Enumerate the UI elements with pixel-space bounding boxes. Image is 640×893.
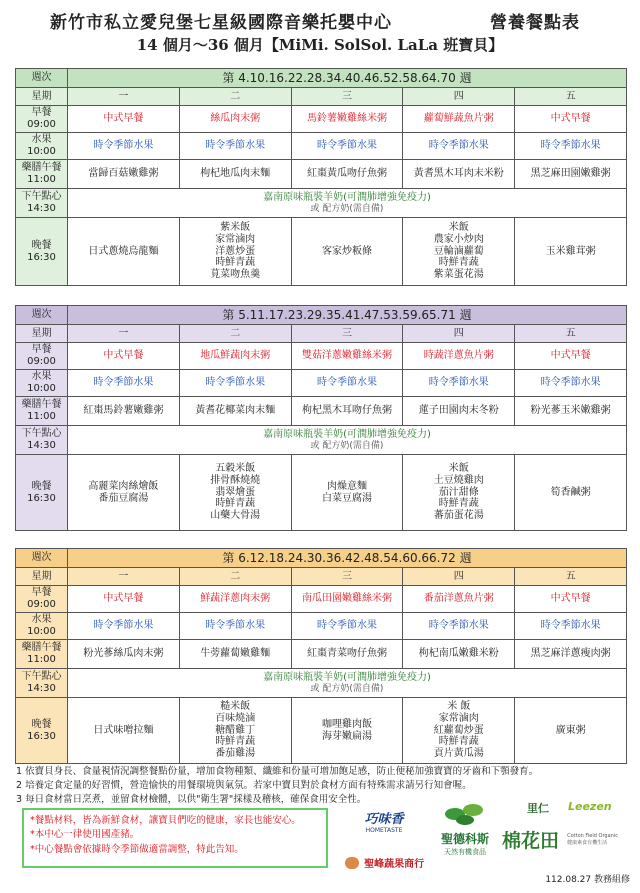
fruit-cell: 時令季節水果: [68, 133, 180, 160]
dinner-cell: 米飯 土豆燒雞肉 茄汁甜條 時鮮青蔬 蕃茄蛋花湯: [403, 455, 515, 531]
weekday-wed: 三: [291, 568, 403, 586]
breakfast-cell: 中式早餐: [68, 106, 180, 133]
note-2: 2 培養定食定量的好習慣，營造愉快的用餐環境與氣氛。若家中寶貝對於食材方面有特殊需求請另行知會喔。: [16, 779, 472, 791]
fruit-cell: 時令季節水果: [291, 613, 403, 640]
fruit-cell: 時令季節水果: [68, 613, 180, 640]
breakfast-cell: 中式早餐: [515, 343, 627, 370]
breakfast-cell: 時蔬洋蔥魚片粥: [403, 343, 515, 370]
breakfast-cell: 南瓜田園嫩雞絲米粥: [291, 586, 403, 613]
title-row: [0, 6, 640, 32]
lunch-cell: 紅棗青菜吻仔魚粥: [291, 640, 403, 669]
dinner-cell: 客家炒粄條: [291, 218, 403, 286]
logo-leezen: Leezen: [568, 800, 612, 813]
fruit-label: 水果 10:00: [16, 133, 68, 160]
logo-santos: 聖德科斯 天然有機食品: [430, 800, 500, 857]
weekday-thu: 四: [403, 325, 515, 343]
fruit-cell: 時令季節水果: [403, 370, 515, 397]
lunch-cell: 當歸百菇嫩雞粥: [68, 160, 180, 189]
snack-label: 下午點心 14:30: [16, 189, 68, 218]
lunch-label: 藥膳午餐 11:00: [16, 397, 68, 426]
weekday-label: 星期: [16, 325, 68, 343]
dinner-label: 晚餐 16:30: [16, 218, 68, 286]
breakfast-cell: 地瓜鮮蔬肉末粥: [179, 343, 291, 370]
weekday-fri: 五: [515, 88, 627, 106]
dinner-cell: 廣東粥: [515, 698, 627, 764]
breakfast-label: 早餐 09:00: [16, 106, 68, 133]
weekday-fri: 五: [515, 325, 627, 343]
fruit-cell: 時令季節水果: [515, 370, 627, 397]
breakfast-cell: 馬鈴薯嫩雞絲米粥: [291, 106, 403, 133]
dinner-cell: 紫米飯 家常滷肉 洋蔥炒蛋 時鮮青蔬 莧菜吻魚羹: [179, 218, 291, 286]
center-name: 新竹市私立愛兒堡七星級國際音樂托嬰中心: [50, 13, 392, 33]
week-table-1: [15, 68, 627, 286]
dinner-cell: 玉米雞茸粥: [515, 218, 627, 286]
menu-title: 營養餐點表: [490, 13, 580, 33]
lunch-cell: 蓮子田園肉末冬粉: [403, 397, 515, 426]
notice-1: *餐點材料，皆為新鮮食材，讓寶貝們吃的健康，家長也能安心。: [30, 815, 301, 826]
lunch-cell: 紅棗馬鈴薯嫩雞粥: [68, 397, 180, 426]
fruit-cell: 時令季節水果: [68, 370, 180, 397]
logo-leezen-cn: 里仁: [527, 802, 549, 815]
weekday-mon: 一: [68, 88, 180, 106]
breakfast-cell: 番茄洋蔥魚片粥: [403, 586, 515, 613]
note-1: 1 依寶貝身長、食量視情況調整餐點份量，增加食物種類、纖維和份量可增加飽足感，防止便秘加強寶寶的牙齒和下顎發育。: [16, 766, 539, 777]
dinner-cell: 五穀米飯 排骨酥燒燒 翡翠燴蛋 時鮮青蔬 山藥大骨湯: [179, 455, 291, 531]
weekday-wed: 三: [291, 88, 403, 106]
lunch-cell: 枸杞黑木耳吻仔魚粥: [291, 397, 403, 426]
week-number: 第 6.12.18.24.30.36.42.48.54.60.66.72 週: [68, 549, 627, 568]
fruit-cell: 時令季節水果: [403, 133, 515, 160]
lunch-label: 藥膳午餐 11:00: [16, 640, 68, 669]
fruit-cell: 時令季節水果: [291, 370, 403, 397]
logo-hometaste: 巧味香 HOMETASTE: [364, 812, 404, 834]
dinner-cell: 米 飯 家常滷肉 紅蘿蔔炒蛋 時鮮青蔬 貢片黃瓜湯: [403, 698, 515, 764]
fruit-cell: 時令季節水果: [179, 613, 291, 640]
snack-cell: 嘉南原味瓶裝羊奶(可潤肺增強免疫力) 或 配方奶(需自備): [68, 669, 627, 698]
weekday-label: 星期: [16, 568, 68, 586]
dinner-cell: 日式味噌拉麵: [68, 698, 180, 764]
lunch-cell: 枸杞地瓜肉末麵: [179, 160, 291, 189]
subtitle: 14 個月～36 個月【MiMi. SolSol. LaLa 班寶貝】: [136, 36, 504, 54]
breakfast-cell: 雙菇洋蔥嫩雞絲米粥: [291, 343, 403, 370]
lunch-cell: 枸杞南瓜嫩雞米粉: [403, 640, 515, 669]
dinner-cell: 咖哩雞肉飯 海芽嫩扁湯: [291, 698, 403, 764]
fruit-cell: 時令季節水果: [291, 133, 403, 160]
fruit-cell: 時令季節水果: [515, 133, 627, 160]
breakfast-label: 早餐 09:00: [16, 343, 68, 370]
weekday-tue: 二: [179, 88, 291, 106]
fruit-label: 水果 10:00: [16, 370, 68, 397]
snack-label: 下午點心 14:30: [16, 426, 68, 455]
weekday-tue: 二: [179, 568, 291, 586]
fruit-icon: [345, 857, 359, 869]
breakfast-cell: 中式早餐: [515, 586, 627, 613]
dinner-cell: 日式蔥燒烏龍麵: [68, 218, 180, 286]
weekday-wed: 三: [291, 325, 403, 343]
weekday-thu: 四: [403, 568, 515, 586]
dinner-label: 晚餐 16:30: [16, 455, 68, 531]
lunch-cell: 黑芝麻洋蔥瘦肉粥: [515, 640, 627, 669]
weekday-mon: 一: [68, 568, 180, 586]
breakfast-cell: 鮮蔬洋蔥肉末粥: [179, 586, 291, 613]
snack-cell: 嘉南原味瓶裝羊奶(可潤肺增強免疫力) 或 配方奶(需自備): [68, 426, 627, 455]
lunch-cell: 黃耆黑木耳肉末米粉: [403, 160, 515, 189]
weekday-thu: 四: [403, 88, 515, 106]
weekday-mon: 一: [68, 325, 180, 343]
fruit-cell: 時令季節水果: [179, 370, 291, 397]
note-3: 3 每日食材當日烹煮，並留食材檢體，以供"衛生署"採樣及稽核，確保食用安全性。: [16, 793, 367, 805]
week-label: 週次: [16, 549, 68, 568]
fruit-label: 水果 10:00: [16, 613, 68, 640]
weekday-tue: 二: [179, 325, 291, 343]
lunch-cell: 紅棗黃瓜吻仔魚粥: [291, 160, 403, 189]
fruit-cell: 時令季節水果: [179, 133, 291, 160]
week-number: 第 5.11.17.23.29.35.41.47.53.59.65.71 週: [68, 306, 627, 325]
lunch-label: 藥膳午餐 11:00: [16, 160, 68, 189]
week-table-3: [15, 548, 627, 764]
breakfast-cell: 絲瓜肉末粥: [179, 106, 291, 133]
dinner-cell: 米飯 農家小炒肉 豆輪滷蘿蔔 時鮮青蔬 紫菜蛋花湯: [403, 218, 515, 286]
dinner-cell: 筍香鹹粥: [515, 455, 627, 531]
lunch-cell: 黃耆花椰菜肉末麵: [179, 397, 291, 426]
breakfast-cell: 中式早餐: [68, 343, 180, 370]
notice-box: [22, 808, 328, 868]
breakfast-cell: 蘿蔔鮮蔬魚片粥: [403, 106, 515, 133]
fruit-cell: 時令季節水果: [515, 613, 627, 640]
dinner-label: 晚餐 16:30: [16, 698, 68, 764]
breakfast-cell: 中式早餐: [515, 106, 627, 133]
notice-3: *中心餐點會依據時令季節做適當調整，特此告知。: [30, 843, 244, 855]
lunch-cell: 黑芝麻田園嫩雞粥: [515, 160, 627, 189]
dinner-cell: 高麗菜肉絲燴飯 番茄豆腐湯: [68, 455, 180, 531]
breakfast-cell: 中式早餐: [68, 586, 180, 613]
weekday-fri: 五: [515, 568, 627, 586]
fruit-cell: 時令季節水果: [403, 613, 515, 640]
lunch-cell: 粉光蔘絲瓜肉末粥: [68, 640, 180, 669]
notice-2: *本中心一律使用國產豬。: [30, 829, 140, 841]
week-label: 週次: [16, 69, 68, 88]
lunch-cell: 牛蒡蘿蔔嫩雞麵: [179, 640, 291, 669]
dinner-cell: 糙米飯 百味燒滷 糖醋雞丁 時鮮青蔬 番茄雞湯: [179, 698, 291, 764]
week-number: 第 4.10.16.22.28.34.40.46.52.58.64.70 週: [68, 69, 627, 88]
logo-shengfeng: 聖峰蔬果商行: [345, 852, 475, 871]
logo-cotton-field: 棉花田 Cotton Field Organic 健康素食有機生活: [502, 830, 618, 852]
snack-label: 下午點心 14:30: [16, 669, 68, 698]
weekday-label: 星期: [16, 88, 68, 106]
footer-revision: 112.08.27 教務組修: [545, 875, 630, 885]
breakfast-label: 早餐 09:00: [16, 586, 68, 613]
dinner-cell: 肉燥意麵 白菜豆腐湯: [291, 455, 403, 531]
leaf-icon: [443, 800, 487, 826]
week-label: 週次: [16, 306, 68, 325]
snack-cell: 嘉南原味瓶裝羊奶(可潤肺增強免疫力) 或 配方奶(需自備): [68, 189, 627, 218]
lunch-cell: 粉光蔘玉米嫩雞粥: [515, 397, 627, 426]
week-table-2: [15, 305, 627, 531]
